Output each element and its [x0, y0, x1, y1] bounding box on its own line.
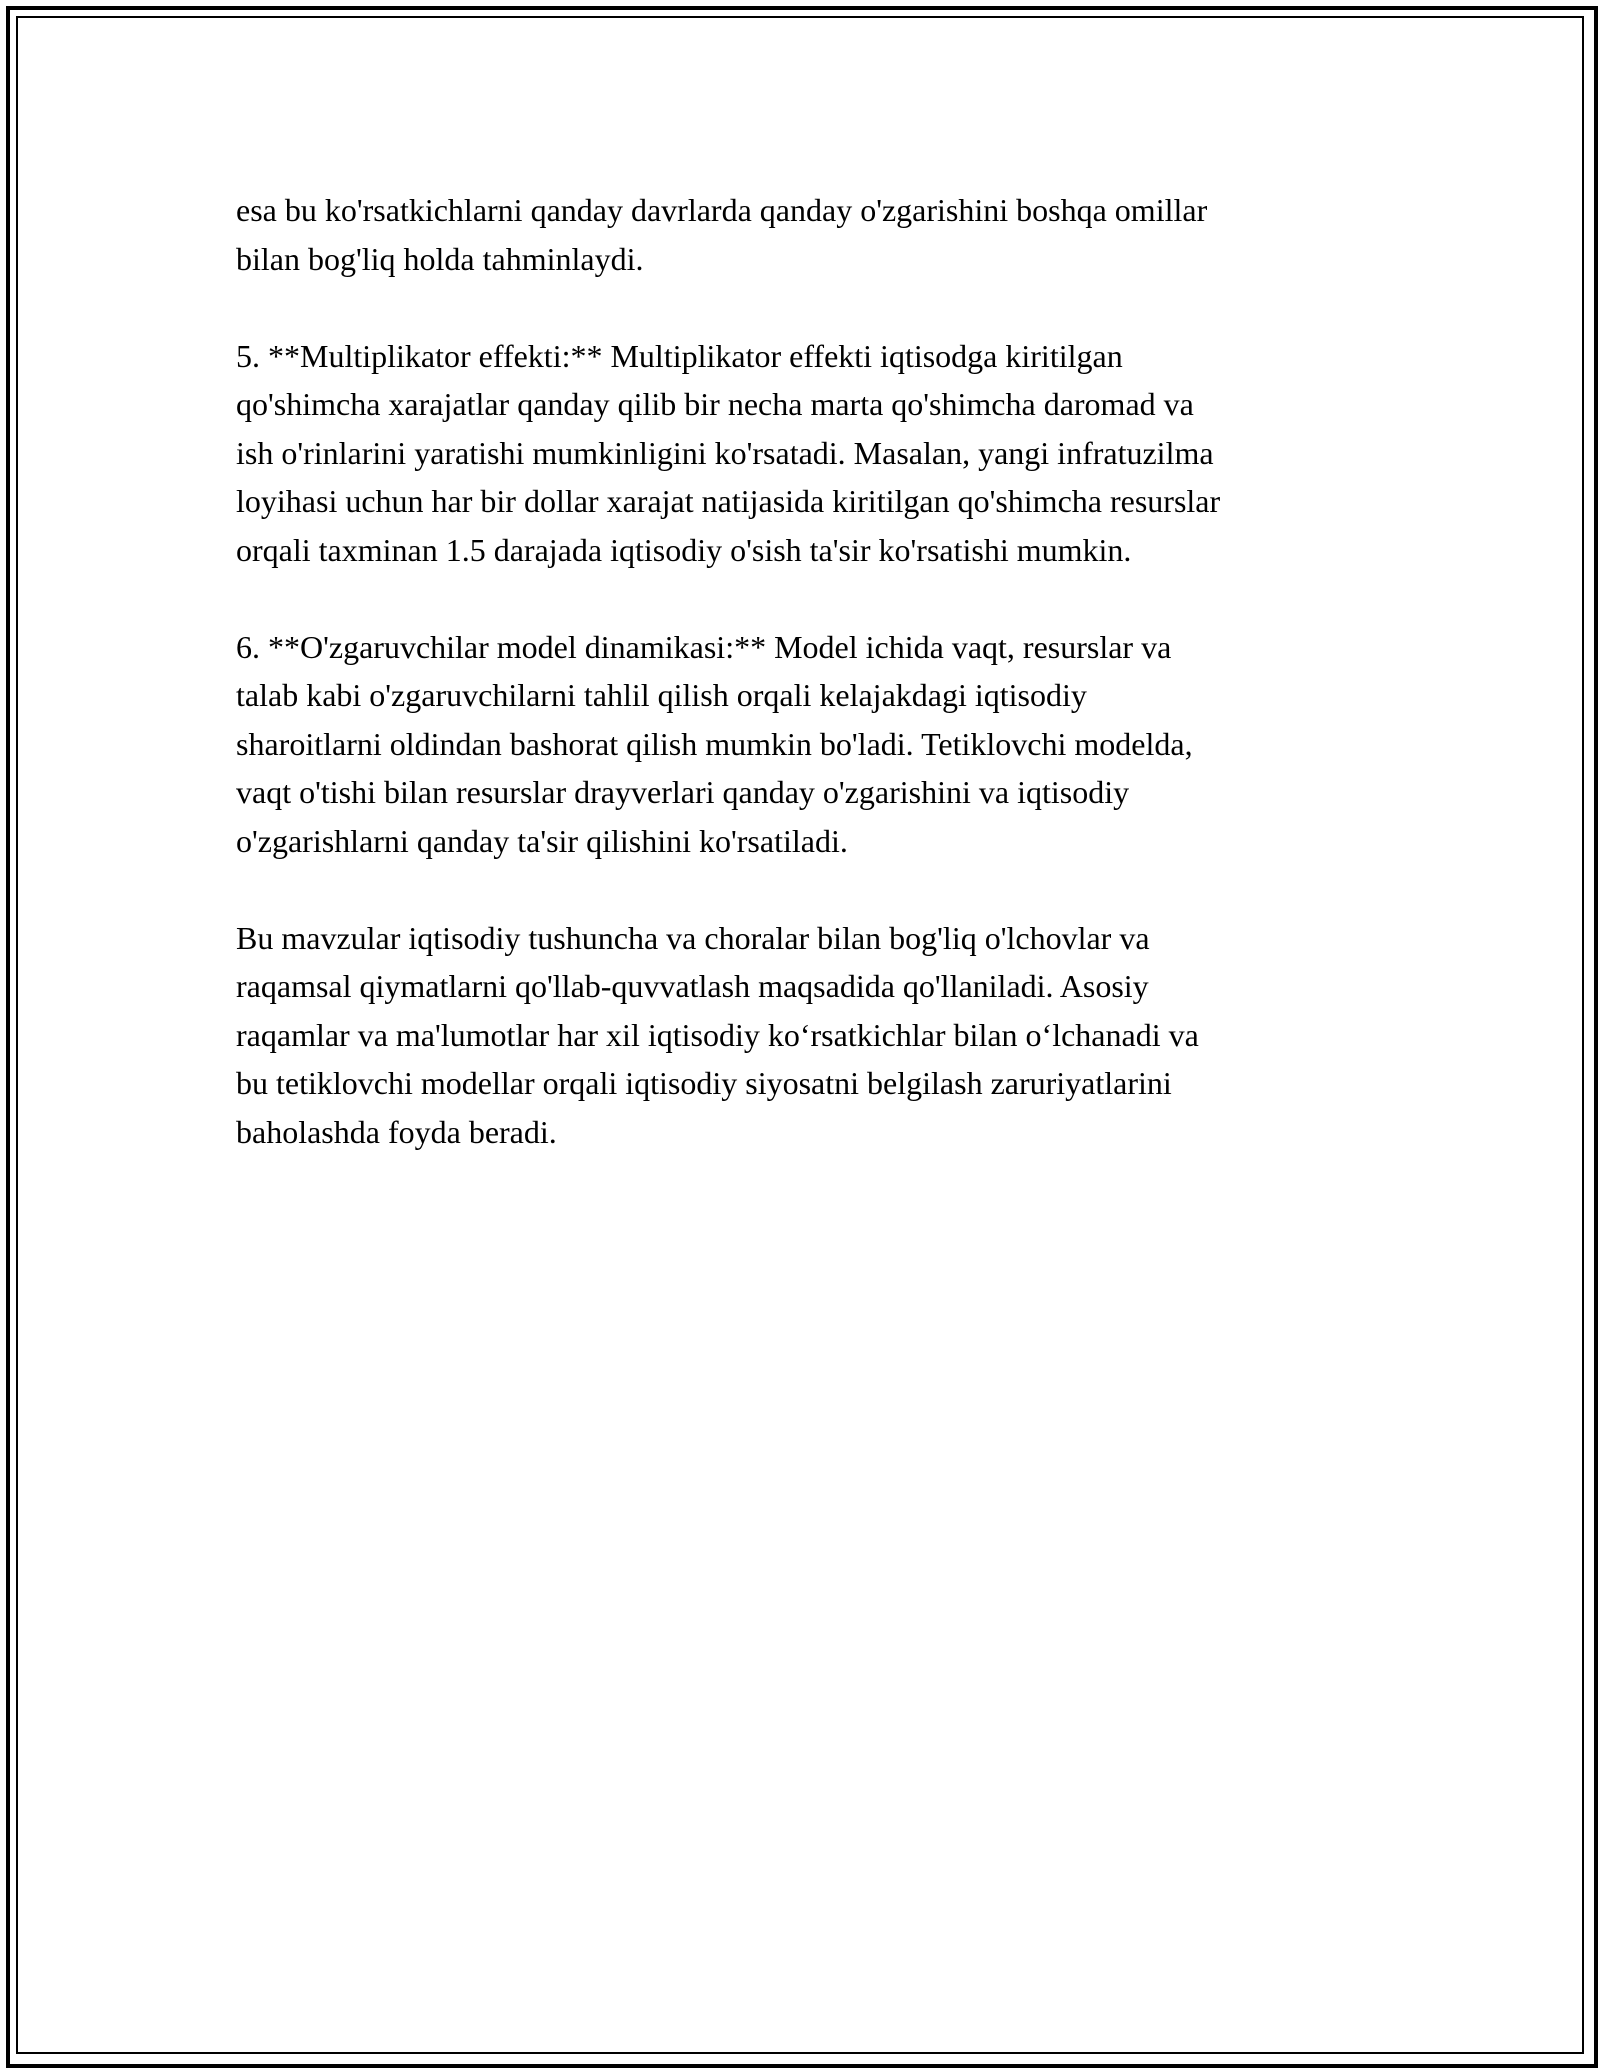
paragraph-conclusion: Bu mavzular iqtisodiy tushuncha va choralar bilan bog'liq o'lchovlar va raqamsal qiymatlarni qo'llab-quvvatlash maqsadida qo'llaniladi. Asosiy raqamlar va ma'lumotlar har xil iqtisodiy ko‘rsatkichlar bilan o‘lchanadi va bu tetiklovchi modellar orqali iqtisodiy siyosatni belgilash zaruriyatlarini baholashda foyda beradi. [236, 919, 1199, 1150]
document-body [236, 186, 1386, 1205]
paragraph-ozgaruvchilar-model-dinamikasi: 6. **O'zgaruvchilar model dinamikasi:** Model ichida vaqt, resurslar va talab kabi o'zgaruvchilarni tahlil qilish orqali kelajakdagi iqtisodiy sharoitlarni oldindan bashorat qilish mumkin bo'ladi. Tetiklovchi modelda, vaqt o'tishi bilan resurslar drayverlari qanday o'zgarishini va iqtisodiy o'zgarishlarni qanday ta'sir qilishini ko'rsatiladi. [236, 628, 1193, 859]
paragraph-multiplikator-effekti: 5. **Multiplikator effekti:** Multiplikator effekti iqtisodga kiritilgan qo'shimcha xarajatlar qanday qilib bir necha marta qo'shimcha daromad va ish o'rinlarini yaratishi mumkinligini ko'rsatadi. Masalan, yangi infratuzilma loyihasi uchun har bir dollar xarajat natijasida kiritilgan qo'shimcha resurslar orqali taxminan 1.5 darajada iqtisodiy o'sish ta'sir ko'rsatishi mumkin. [236, 337, 1221, 568]
paragraph-continuation: esa bu ko'rsatkichlarni qanday davrlarda qanday o'zgarishini boshqa omillar bilan bog'liq holda tahminlaydi. [236, 192, 1208, 277]
